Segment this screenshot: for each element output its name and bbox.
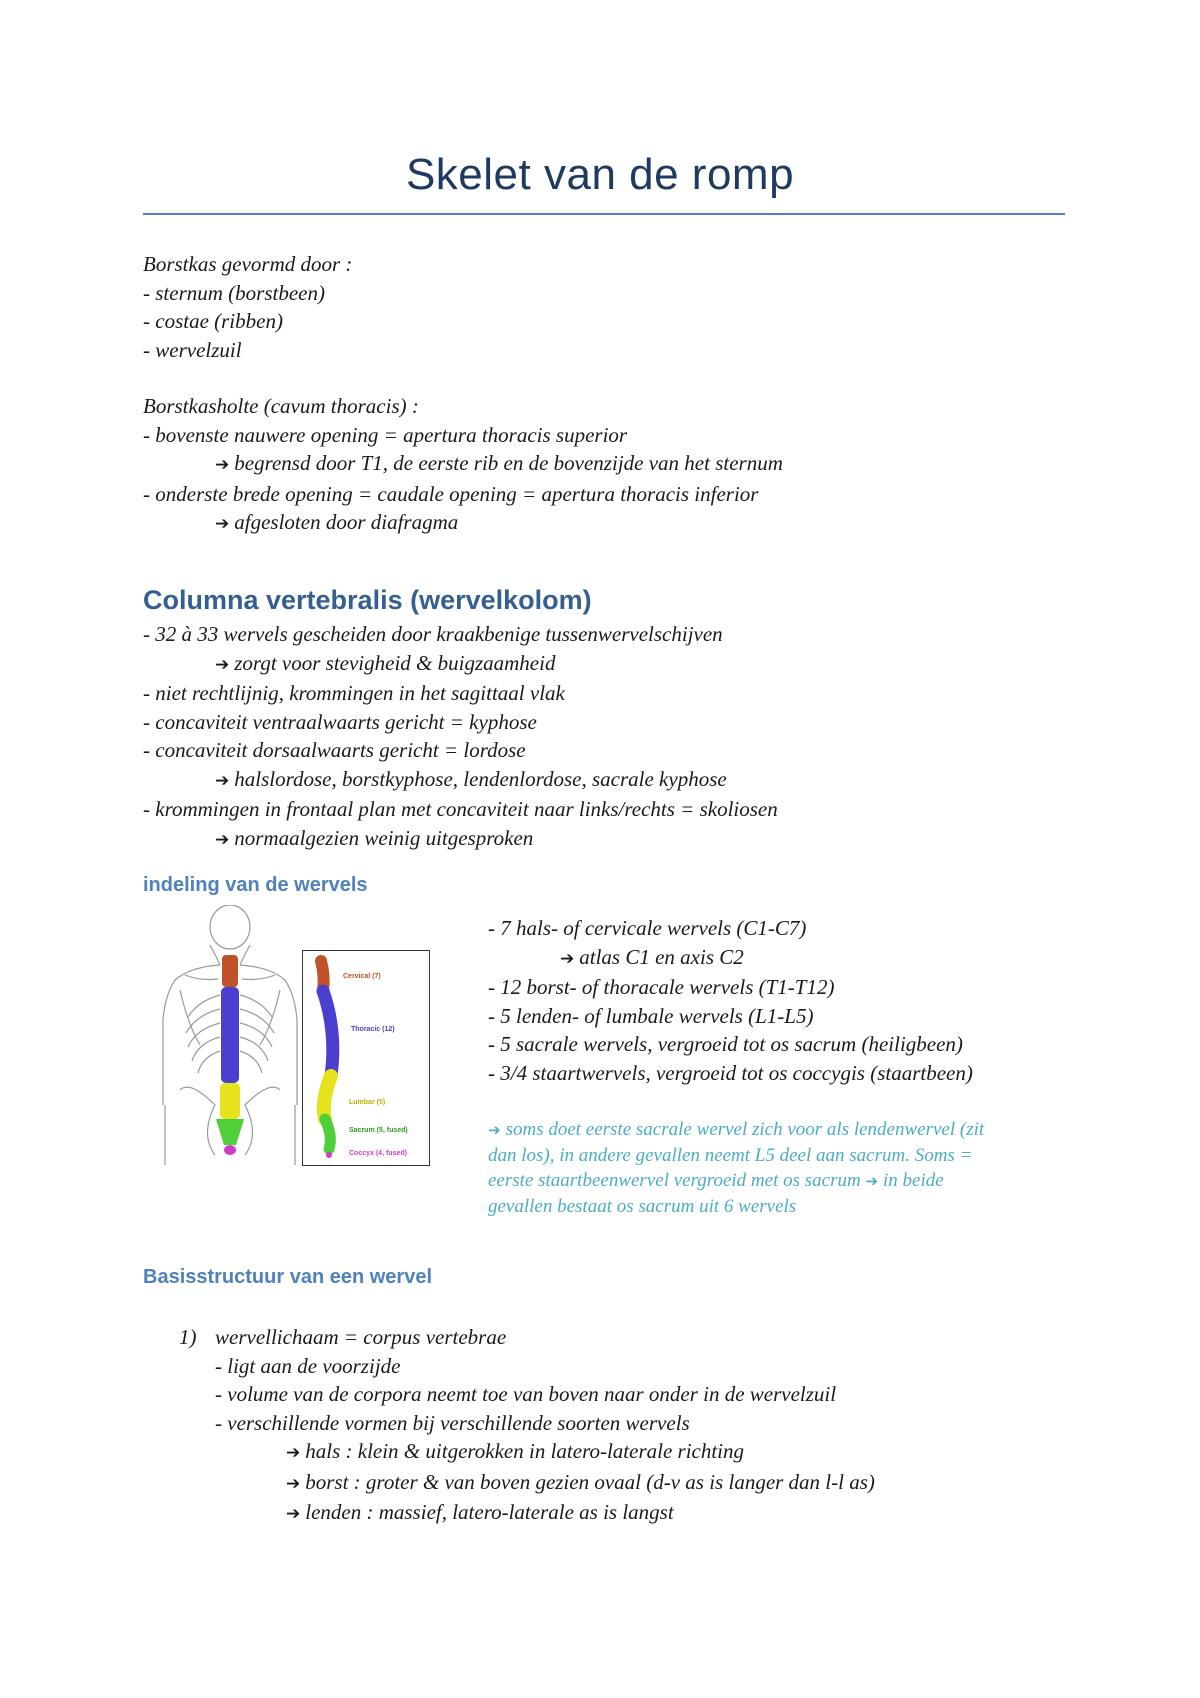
- arrow-item-text: lenden : massief, latero-laterale as is langst: [305, 1500, 674, 1524]
- note-line: ➔ soms doet eerste sacrale wervel zich voor als lendenwervel (zit: [488, 1119, 985, 1140]
- list-item: - onderste brede opening = caudale opening = apertura thoracis inferior: [143, 481, 759, 506]
- arrow-item: [143, 649, 1103, 680]
- columna-section: [143, 620, 1103, 854]
- arrow-item: [488, 943, 1108, 974]
- numbered-item: [179, 1323, 1139, 1352]
- arrow-item: [143, 449, 1103, 480]
- sub-item: - verschillende vormen bij verschillende soorten wervels: [215, 1410, 690, 1435]
- arrow-item: [179, 1468, 1139, 1499]
- thoracic-segment: [221, 987, 239, 1083]
- sub-item: - ligt aan de voorzijde: [215, 1353, 401, 1378]
- lateral-lumbar: [324, 1076, 331, 1119]
- arrow-icon: ➔: [215, 829, 230, 850]
- arrow-icon: ➔: [286, 1473, 301, 1494]
- arrow-icon: ➔: [215, 514, 230, 534]
- arrow-icon: ➔: [488, 1121, 501, 1139]
- indeling-heading: indeling van de wervels: [143, 874, 368, 896]
- arrow-item: [179, 1437, 1139, 1468]
- label-coccyx: Coccyx (4, fused): [349, 1150, 407, 1157]
- list-item: - 7 hals- of cervicale wervels (C1-C7): [488, 916, 807, 940]
- left-shoulder-outline: [163, 965, 220, 1105]
- note-line: dan los), in andere gevallen neemt L5 deel aan sacrum. Soms =: [488, 1145, 973, 1166]
- arrow-item-text: halslordose, borstkyphose, lendenlordose, sacrale kyphose: [234, 766, 727, 791]
- list-item: - 5 sacrale wervels, vergroeid tot os sacrum (heiligbeen): [488, 1032, 963, 1056]
- cervical-segment: [222, 955, 238, 987]
- borstkas-section: [143, 250, 1103, 364]
- list-item: - 12 borst- of thoracale wervels (T1-T12): [488, 975, 835, 999]
- lateral-coccyx: [326, 1152, 332, 1158]
- label-cervical: Cervical (7): [343, 973, 381, 980]
- label-lumbar: Lumbar (5): [349, 1099, 386, 1106]
- sacrum-segment: [216, 1119, 244, 1145]
- indeling-note: [488, 1117, 1098, 1219]
- list-item: - concaviteit dorsaalwaarts gericht = lordose: [143, 738, 526, 762]
- coccyx-segment: [224, 1145, 236, 1155]
- skeleton-back-figure: [160, 905, 300, 1170]
- list-item: - 3/4 staartwervels, vergroeid tot os coccygis (staartbeen): [488, 1060, 973, 1085]
- right-shoulder-outline: [240, 965, 297, 1105]
- note-line: gevallen bestaat os sacrum uit 6 wervels: [488, 1196, 797, 1217]
- basis-heading: Basisstructuur van een wervel: [143, 1266, 433, 1288]
- basis-list: [179, 1323, 1139, 1529]
- spine-lateral-figure: [302, 950, 430, 1166]
- lateral-sacrum: [325, 1119, 330, 1149]
- item-text: wervellichaam = corpus vertebrae: [215, 1325, 507, 1349]
- arrow-item-text: hals : klein & uitgerokken in latero-laterale richting: [305, 1439, 745, 1463]
- arrow-item: [179, 1498, 1139, 1529]
- arrow-item-text: zorgt voor stevigheid & buigzaamheid: [234, 650, 556, 675]
- arrow-icon: ➔: [865, 1172, 879, 1190]
- borstkasholte-section: [143, 392, 1103, 539]
- skull-outline: [210, 905, 250, 949]
- lateral-thoracic: [323, 991, 333, 1076]
- list-item: - concaviteit ventraalwaarts gericht = kyphose: [143, 709, 537, 734]
- list-item: - costae (ribben): [143, 309, 283, 333]
- arrow-item-text: begrensd door T1, de eerste rib en de bovenzijde van het sternum: [234, 451, 783, 475]
- borstkasholte-heading: Borstkasholte (cavum thoracis) :: [143, 394, 419, 418]
- arrow-icon: ➔: [286, 1504, 301, 1524]
- list-item: - wervelzuil: [143, 337, 242, 362]
- sub-item: - volume van de corpora neemt toe van boven naar onder in de wervelzuil: [215, 1382, 837, 1406]
- page-title: Skelet van de romp: [405, 150, 795, 199]
- list-item: - bovenste nauwere opening = apertura thoracis superior: [143, 422, 628, 447]
- arrow-item-text: normaalgezien weinig uitgesproken: [234, 825, 534, 850]
- arrow-item-text: borst : groter & van boven gezien ovaal (d-v as is langer dan l-l as): [305, 1469, 875, 1494]
- label-thoracic: Thoracic (12): [351, 1026, 395, 1033]
- right-ribs: [240, 995, 274, 1073]
- arrow-item: [143, 508, 1103, 539]
- label-sacrum: Sacrum (5, fused): [349, 1127, 408, 1134]
- title-underline: [143, 213, 1065, 215]
- list-item: - niet rechtlijnig, krommingen in het sagittaal vlak: [143, 681, 565, 705]
- columna-heading: Columna vertebralis (wervelkolom): [143, 585, 592, 615]
- arrow-icon: ➔: [286, 1443, 301, 1463]
- list-item: - sternum (borstbeen): [143, 280, 325, 305]
- arrow-item: [143, 824, 1103, 855]
- arrow-icon: ➔: [215, 455, 230, 475]
- arrow-icon: ➔: [215, 770, 230, 791]
- borstkas-heading: Borstkas gevormd door :: [143, 252, 353, 276]
- lumbar-segment: [220, 1083, 240, 1119]
- list-item: - krommingen in frontaal plan met concaviteit naar links/rechts = skoliosen: [143, 797, 778, 821]
- item-number: 1): [179, 1325, 197, 1349]
- arrow-item: [143, 765, 1103, 796]
- note-line: eerste staartbeenwervel vergroeid met os sacrum ➔ in beide: [488, 1170, 944, 1191]
- arrow-item-text: afgesloten door diafragma: [234, 510, 459, 534]
- arrow-icon: ➔: [215, 654, 230, 675]
- left-ribs: [186, 995, 220, 1073]
- list-item: - 5 lenden- of lumbale wervels (L1-L5): [488, 1003, 814, 1028]
- list-item: - 32 à 33 wervels gescheiden door kraakbenige tussenwervelschijven: [143, 622, 723, 646]
- arrow-item-text: atlas C1 en axis C2: [579, 944, 744, 969]
- arrow-icon: ➔: [560, 948, 575, 969]
- indeling-list: [488, 914, 1108, 1087]
